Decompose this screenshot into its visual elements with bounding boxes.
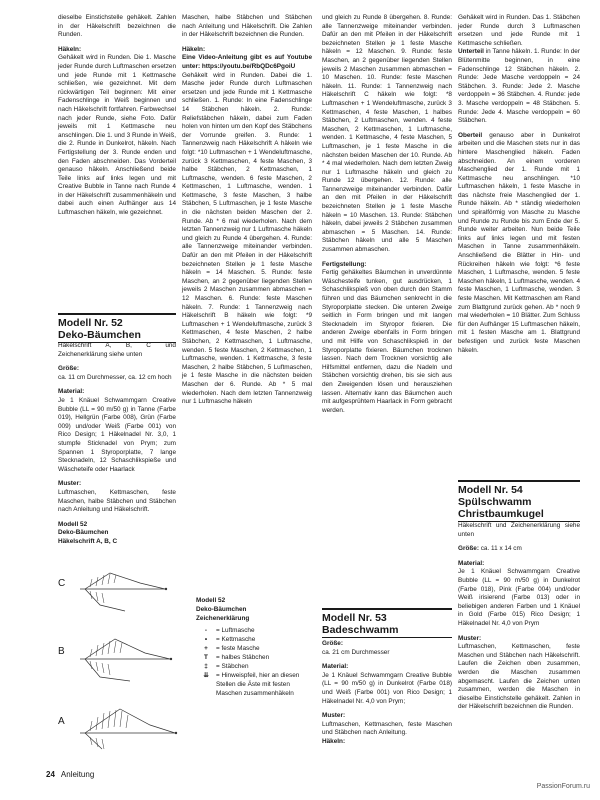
legend-symbol: -	[204, 627, 208, 634]
legend-symbol: ‡	[204, 663, 208, 670]
model-52-muster: Luftmaschen, Kettmaschen, feste Maschen, halbe Stäbchen und Stäbchen nach Anleitung und Häkelschrift.	[58, 488, 176, 514]
legend-symbol: +	[204, 645, 208, 652]
video-link[interactable]: Eine Video-Anleitung gibt es auf Youtube unter: https://youtu.be/RbQDc6PgoiU	[182, 54, 312, 70]
model-52-size-heading: Größe:	[58, 365, 79, 373]
oberteil-heading: Oberteil	[458, 131, 483, 139]
model-52-name: Deko-Bäumchen	[58, 329, 176, 343]
page-number: 24	[46, 770, 55, 779]
model-52-details	[58, 342, 176, 546]
column-1	[58, 14, 176, 224]
legend-item	[196, 671, 314, 698]
model-54-title	[458, 480, 580, 522]
model-53-details	[322, 640, 452, 747]
haekeln-heading: Häkeln:	[58, 45, 82, 53]
legend-item	[196, 653, 314, 662]
model-53-haekeln-heading: Häkeln:	[322, 737, 346, 745]
legend-text: = Stäbchen	[216, 663, 249, 670]
haekeln-text: Gehäkelt wird in Runden. Die 1. Masche jeder Runde durch Luftmaschen ersetzen und jede Runde mit 1 Kettmasche schließen, wie gezeichnet. Mit dem rückwärtigen Teil beginnen: Mit einer Fadenschlinge in Weiß beginnen und nach Häkelschrift fortfahren. Farbwechsel nach jeder Runde, siehe Foto. Dafür jeweils mit 1 Kettmasche neu anschlingen. Die 1. und 3 Runde in Weiß, die 2. Runde in Dunkelrot, häkeln. Nach Fertigstellung der 3. Runde enden und den Faden abschneiden. Das Vorderteil genauso häkeln. Anschließend beide Teile links auf links legen und mit Creative Bubble in Tanne nach Runde 4 in der Häkelschrift zusammenhäkeln und dabei auch einen Aufhänger aus 14 Luftmaschen häkeln, wie gezeichnet.	[58, 54, 176, 217]
legend-symbol: ⇊	[203, 672, 209, 679]
model-54-number: Modell Nr. 54	[458, 484, 523, 496]
legend-item	[196, 635, 314, 644]
model-54-material: Je 1 Knäuel Schwammgarn Creative Bubble (LL = 90 m/50 g) in Dunkelrot (Farbe 018), Pink (Farbe 004) und/oder Weiß irisierend (Farbe 013) oder in beliebigen anderen Farben und 1 Knäuel in Gold (Farbe 015) Rico Design; 1 Häkelnadel Nr. 4,0 von Prym	[458, 568, 580, 627]
model-53-name: Badeschwamm	[322, 624, 452, 638]
legend-item	[196, 662, 314, 671]
model-54-size: ca. 11 x 14 cm	[480, 545, 522, 553]
col2-text: Gehäkelt wird in Runden. Dabei die 1. Masche jeder Runde durch Luftmaschen ersetzen und jede Runde mit 1 Kettmasche schließen. 1. Runde: In eine Fadenschlinge 14 Stäbchen häkeln. 2. Runde: Reliefstäbchen häkeln, dabei zum Faden holen von hinten um den Kopf des Stäbchens der Vorrunde greifen. 3. Runde: 1 Tannenzweig nach Häkelschrift A häkeln wie folgt: *10 Luftmaschen + 1 Wendeluftmasche, zurück 3 Kettmaschen, 4 feste Maschen, 3 halbe Stäbchen, 2 Kettmaschen, 1 Luftmasche, wenden. 6 feste Maschen, 2 Kettmaschen, 1 Luftmasche, wenden. 1 Kettmasche, 3 feste Maschen, 3 halbe Stäbchen, 5 Luftmaschen, je 1 feste Masche in die nächsten beiden Maschen der 2. Runde. Ab * 6 mal wiederholen. Nach dem letzten Tannenzweig nur 1 Luftmasche häkeln und gleich zu Runde 4 übergehen. 4. Runde: alle Tannenzweige miteinander verbinden. Dafür an den mit Pfeilen in der Häkelschrift bezeichneten Stellen je 1 feste Masche häkeln = 14 Maschen. 5. Runde: feste Maschen, an 2 gegenüber liegenden Stellen jeweils 2 Maschen zusammen abmaschen = 12 Maschen. 6. Runde: feste Maschen häkeln. 7. Runde: 1 Tannenzweig nach Häkelschrift B häkeln wie folgt: *9 Luftmaschen + 1 Wendeluftmasche, zurück 3 Kettmaschen, 4 feste Maschen, 2 halbe Stäbchen, 2 Kettmaschen, 1 Luftmasche, wenden. 5 feste Maschen, 2 Kettmaschen, 1 Luftmasche, wenden. 1 Kettmasche, 3 feste Maschen, 2 halbe Stäbchen, 5 Luftmaschen, je 1 feste Masche in die nächsten beiden Maschen der 6. Runde. Ab * 5 mal wiederholen. Nach dem letzten Tannenzweig nur 1 Luftmasche häkeln	[182, 71, 312, 406]
col4-text: Gehäkelt wird in Runden. Das 1. Stäbchen jeder Runde durch 3 Luftmaschen ersetzen und jede Runde mit 1 Kettmasche schließen.	[458, 14, 580, 47]
model-52-material: Je 1 Knäuel Schwammgarn Creative Bubble (LL = 90 m/50 g) in Tanne (Farbe 019), Hellgrün (Farbe 008), Grün (Farbe 009) und/oder Weiß (Farbe 001) von Rico Design; 1 Häkelnadel Nr. 3,0, 1 stumpfe Sticknadel von Prym; zum Spannen 1 Styroporplatte, 7 lange Stecknadeln, 12 Schaschlikspieße und Wäscheteife oder Haarlack	[58, 396, 176, 473]
model-52-title	[58, 313, 176, 343]
model-53-size-heading: Größe:	[322, 640, 343, 647]
oberteil-text: genauso aber in Dunkelrot arbeiten und die Maschen stets nur in das hintere Maschenglied häkeln. Faden abschneiden. An einem vorderen Maschenglied der 1. Runde mit 1 Kettmasche neu anschlingen. *10 Luftmaschen häkeln, 1 feste Masche in das nächste freie Maschenglied der 1. Runde häkeln. Ab * ständig wiederholen und spiralförmig von Masche zu Masche und Runde zu Runde bis zum Ende der 5. Runde weiter arbeiten. Nun beide Teile links auf links legen und mit festen Maschen in Tanne zusammenhäkeln. Anschließend die Blätter in Hin- und Rückreihen häkeln wie folgt: *6 feste Maschen, 1 Luftmasche, wenden. 5 feste Maschen häkeln, 1 Luftmasche, wenden. 4 feste Maschen, 1 Luftmasche, wenden. 3 feste Maschen. Mit Kettmaschen am Rand zum Blattgrund zurück gehen. Ab * noch 9 mal wiederholen = 10 Blätter. Zum Schluss für den Aufhänger 15 Luftmaschen häkeln, mit 1 festen Masche am 1. Blattgrund befestigen und zurück feste Maschen häkeln.	[458, 131, 581, 354]
legend-text: = Hinweispfeil, hier an diesen Stellen die Äste mit festen Maschen zusammenhäkeln	[216, 672, 300, 697]
legend-text: = Luftmasche	[216, 627, 255, 634]
column-4	[458, 14, 580, 361]
model-52-muster-heading: Muster:	[58, 480, 82, 488]
model-54-name: Spülschwamm Christbaumkugel	[458, 496, 580, 522]
model-52-chart-title: Modell 52 Deko-Bäumchen Häkelschrift A, B, C	[58, 520, 118, 545]
model-53-size: ca. 21 cm Durchmesser	[322, 648, 390, 656]
chart-legend	[196, 596, 314, 698]
crochet-chart-drawing	[70, 565, 190, 755]
model-53-material-heading: Material:	[322, 663, 349, 671]
model-52-size: ca. 11 cm Durchmesser, ca. 12 cm hoch	[58, 373, 172, 381]
model-52-number: Modell Nr. 52	[58, 317, 123, 329]
model-54-material-heading: Material:	[458, 559, 485, 567]
legend-text: = feste Masche	[216, 645, 260, 652]
model-53-number: Modell Nr. 53	[322, 612, 387, 624]
legend-text: = Kettmasche	[216, 636, 256, 643]
model-54-details	[458, 522, 580, 712]
section-name: Anleitung	[60, 770, 95, 779]
chart-label-b: B	[58, 646, 65, 657]
model-53-muster-heading: Muster:	[322, 712, 346, 720]
fertig-heading: Fertigstellung:	[322, 260, 367, 268]
intro-text: dieselbe Einstichstelle gehäkelt. Zahlen in der Häkelschrift bezeichnen die Runden.	[58, 14, 176, 39]
model-54-size-heading: Größe:	[458, 545, 479, 553]
col3-text: und gleich zu Runde 8 übergehen. 8. Runde: alle Tannenzweige miteinander verbinden. Dafür an den mit Pfeilen in der Häkelschrift bezeichneten Stellen je 1 feste Masche häkeln = 12 Maschen. 9. Runde: feste Maschen, an 2 gegenüber liegenden Stellen jeweils 2 Maschen zusammen abmaschen = 10 Maschen. 10. Runde: feste Maschen häkeln. 11. Runde: 1 Tannenzweig nach Häkelschrift C häkeln wie folgt: *8 Luftmaschen + 1 Wendeluftmasche, zurück 3 Kettmaschen, 4 feste Maschen, 1 halbes Stäbchen, 2 Luftmaschen, wenden. 4 feste Maschen, 2 Kettmaschen, 1 Luftmasche, wenden. 1 Kettmasche, 4 feste Maschen, 5 Luftmaschen, je 1 feste Masche in die nächsten beiden Maschen der 10. Runde. Ab * 4 mal wiederholen. Nach dem letzten Zweig nur 1 Luftmasche häkeln und gleich zu Runde 12 übergehen. 12. Runde: alle Tannenzweige miteinander verbinden. Dafür an den mit Pfeilen in der Häkelschrift bezeichneten Stellen je 1 feste Masche häkeln = 10 Maschen. 13. Runde: Stäbchen häkeln, dabei jeweils 2 Stäbchen zusammen abmaschen = 5 Maschen. 14. Runde: Stäbchen häkeln und alle 5 Maschen zusammen abmaschen.	[322, 14, 452, 254]
legend-item	[196, 644, 314, 653]
unterteil-heading: Unterteil	[458, 48, 484, 56]
fertig-text: Fertig gehäkeltes Bäumchen in unverdünnte Wäschesteife tunken, gut ausdrücken, 1 Schaschlikspieß von oben durch den Stamm führen und das Bäumchen senkrecht in die Styroporplatte stecken. Die unteren Zweige seitlich in Form bringen und mit langen Stecknadeln im Styropor fixieren. Die anderen Zweige ebenfalls in Form bringen und mit Hilfe von Schaschlikspieß in der Styroporplatte fixieren. Bäumchen trocknen lassen. Nach dem Trocknen vorsichtig alle Hilfsmittel entfernen, dazu die Nadeln und Stäbchen vorsichtig drehen, bis sie sich aus den Zweigenden lösen und herausziehen lassen. Alternativ kann das Bäumchen auch mit aufgesprühtem Haarlack in Form gebracht werden.	[322, 269, 452, 414]
model-53-title	[322, 608, 452, 638]
chart-label-a: A	[58, 716, 65, 727]
col2-haekeln-heading: Häkeln:	[182, 45, 206, 53]
unterteil-text: in Tanne häkeln. 1. Runde: In der Blütenmitte beginnen, in eine Fadenschlinge 12 Stäbchen häkeln. 2. Runde: Jede Masche verdoppeln = 24 Stäbchen. 3. Runde: Jede 2. Masche verdoppeln = 36 Stäbchen. 4. Runde: jede 3. Masche verdoppeln = 48 Stäbchen. 5. Runde: Jede 4. Masche verdoppeln = 60 Stäbchen.	[458, 48, 580, 125]
model-53-muster: Luftmaschen, Kettmaschen, feste Maschen und Stäbchen nach Anleitung.	[322, 720, 452, 737]
chart-label-c: C	[58, 578, 66, 589]
model-52-material-heading: Material:	[58, 388, 85, 396]
legend-text: = halbes Stäbchen	[216, 654, 270, 661]
model-54-sub: Häkelschrift und Zeichenerklärung siehe unten	[458, 522, 580, 538]
page-footer	[46, 770, 94, 779]
model-54-muster: Luftmaschen, Kettmaschen, feste Maschen und Stäbchen nach Häkelschrift. Laufen die Zeichen oben zusammen, werden die Maschen zusammen abgemascht. Laufen die Zeichen unten zusammen, werden die Maschen in dieselbe Einstichstelle gehäkelt. Zahlen in der Häkelschrift bezeichnen die Runden.	[458, 643, 580, 711]
legend-symbol: T	[204, 654, 208, 661]
model-53-material: Je 1 Knäuel Schwammgarn Creative Bubble (LL = 90 m/50 g) in Dunkelrot (Farbe 018) und Weiß (Farbe 001) von Rico Design; 1 Häkelnadel Nr. 4,0 von Prym;	[322, 671, 452, 705]
column-3	[322, 14, 452, 421]
model-54-muster-heading: Muster:	[458, 634, 482, 642]
column-2	[182, 14, 312, 413]
watermark: PassionForum.ru	[536, 783, 590, 790]
legend-item	[196, 626, 314, 635]
legend-symbol: •	[204, 636, 208, 643]
model-52-sub: Häkelschrift A, B, C und Zeichenerklärung siehe unten	[58, 342, 176, 358]
legend-title: Modell 52 Deko-Bäumchen Zeichenerklärung	[196, 597, 250, 622]
col2-cont: Maschen, halbe Stäbchen und Stäbchen nach Anleitung und Häkelschrift. Die Zahlen in der Häkelschrift bezeichnen die Runden.	[182, 14, 312, 39]
